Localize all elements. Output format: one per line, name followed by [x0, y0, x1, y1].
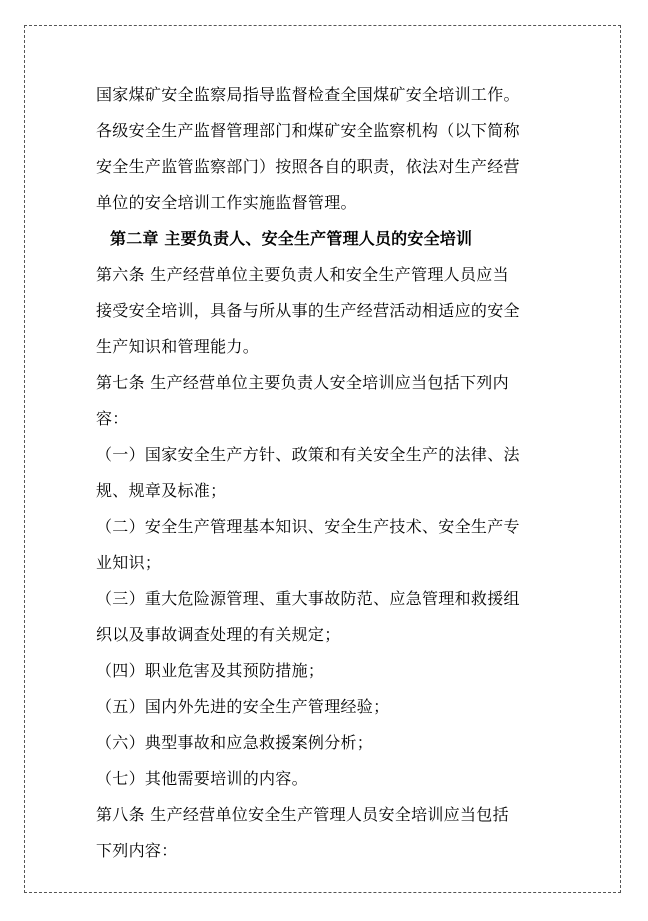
- text-line: 国家煤矿安全监察局指导监督检查全国煤矿安全培训工作。: [96, 85, 520, 104]
- article-8: 第八条 生产经营单位安全生产管理人员安全培训应当包括: [96, 805, 509, 824]
- text-line: 生产知识和管理能力。: [96, 337, 260, 356]
- list-item-4: （四）职业危害及其预防措施；: [96, 661, 325, 680]
- list-item-2: （二）安全生产管理基本知识、安全生产技术、安全生产专: [96, 517, 520, 536]
- list-item-6: （六）典型事故和应急救援案例分析；: [96, 733, 374, 752]
- list-item-3: （三）重大危险源管理、重大事故防范、应急管理和救援组: [96, 589, 520, 608]
- text-line: 单位的安全培训工作实施监督管理。: [96, 193, 357, 212]
- text-line: 规、规章及标准；: [96, 481, 227, 500]
- text-line: 织以及事故调查处理的有关规定；: [96, 625, 341, 644]
- text-line: 下列内容：: [96, 841, 178, 860]
- document-body: [96, 80, 566, 872]
- text-line: 安全生产监管监察部门）按照各自的职责，依法对生产经营: [96, 157, 520, 176]
- list-item-7: （七）其他需要培训的内容。: [96, 769, 308, 788]
- text-line: 各级安全生产监督管理部门和煤矿安全监察机构（以下简称: [96, 121, 520, 140]
- list-item-5: （五）国内外先进的安全生产管理经验；: [96, 697, 390, 716]
- chapter-heading: 第二章 主要负责人、安全生产管理人员的安全培训: [110, 229, 473, 248]
- article-6: 第六条 生产经营单位主要负责人和安全生产管理人员应当: [96, 265, 509, 284]
- article-7: 第七条 生产经营单位主要负责人安全培训应当包括下列内: [96, 373, 509, 392]
- list-item-1: （一）国家安全生产方针、政策和有关安全生产的法律、法: [96, 445, 520, 464]
- text-line: 业知识；: [96, 553, 162, 572]
- text-line: 接受安全培训，具备与所从事的生产经营活动相适应的安全: [96, 301, 520, 320]
- text-line: 容：: [96, 409, 129, 428]
